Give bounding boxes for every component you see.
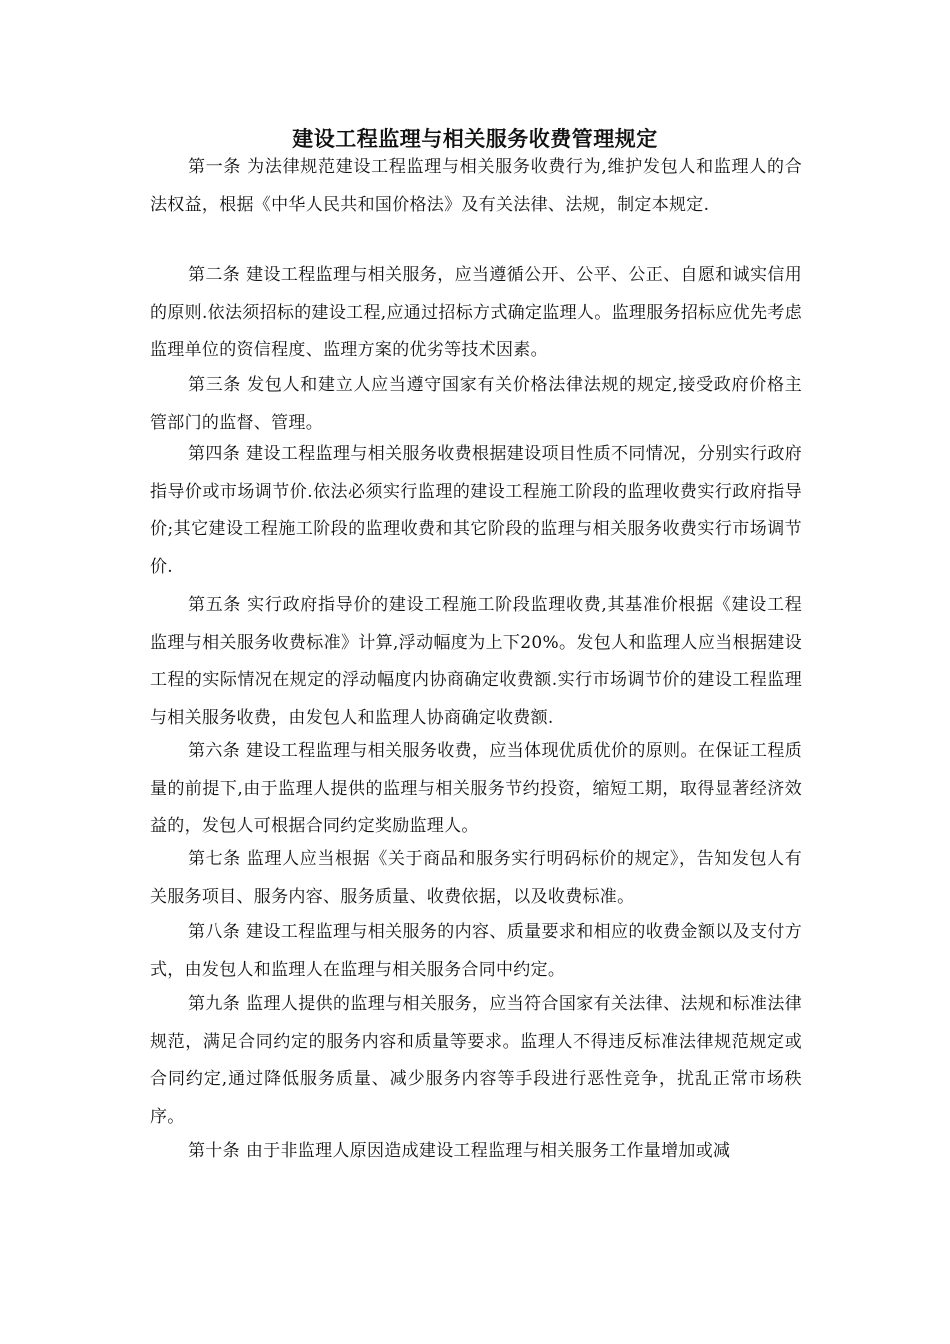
article-number: 第五条 — [188, 595, 242, 615]
article-number: 第二条 — [188, 265, 241, 285]
article-text: 建设工程监理与相关服务，应当遵循公开、公平、公正、自愿和诚实信用的原则.依法须招标的建设工程,应通过招标方式确定监理人。监理服务招标应优先考虑监理单位的资信程度、监理方案的优劣等技术因素。 — [150, 265, 802, 360]
article-number: 第八条 — [188, 922, 241, 942]
article-number: 第十条 — [188, 1141, 240, 1161]
article-9 — [150, 986, 802, 1136]
article-number: 第三条 — [188, 375, 242, 395]
article-1 — [150, 149, 802, 224]
article-3 — [150, 367, 802, 442]
article-text: 发包人和建立人应当遵守国家有关价格法律法规的规定,接受政府价格主管部门的监督、管理。 — [150, 375, 802, 433]
article-text: 建设工程监理与相关服务的内容、质量要求和相应的收费金额以及支付方式，由发包人和监理人在监理与相关服务合同中约定。 — [150, 922, 802, 980]
article-2 — [150, 257, 802, 370]
article-number: 第六条 — [188, 741, 241, 761]
article-10 — [150, 1133, 802, 1171]
article-text: 建设工程监理与相关服务收费根据建设项目性质不同情况，分别实行政府指导价或市场调节价.依法必须实行监理的建设工程施工阶段的监理收费实行政府指导价;其它建设工程施工阶段的监理收费和其它阶段的监理与相关服务收费实行市场调节价. — [150, 444, 802, 577]
article-6 — [150, 733, 802, 846]
article-number: 第四条 — [188, 444, 241, 464]
article-4 — [150, 436, 802, 586]
article-number: 第七条 — [188, 849, 241, 869]
article-text: 监理人应当根据《关于商品和服务实行明码标价的规定》，告知发包人有关服务项目、服务内容、服务质量、收费依据，以及收费标准。 — [150, 849, 802, 907]
article-text: 实行政府指导价的建设工程施工阶段监理收费,其基准价根据《建设工程监理与相关服务收费标准》计算,浮动幅度为上下20%。发包人和监理人应当根据建设工程的实际情况在规定的浮动幅度内协商确定收费额.实行市场调节价的建设工程监理与相关服务收费，由发包人和监理人协商确定收费额. — [150, 595, 802, 728]
article-text: 监理人提供的监理与相关服务，应当符合国家有关法律、法规和标准法律规范，满足合同约定的服务内容和质量等要求。监理人不得违反标准法律规范规定或合同约定,通过降低服务质量、减少服务内容等手段进行恶性竞争，扰乱正常市场秩序。 — [150, 994, 802, 1127]
article-text: 建设工程监理与相关服务收费，应当体现优质优价的原则。在保证工程质量的前提下,由于监理人提供的监理与相关服务节约投资，缩短工期，取得显著经济效益的，发包人可根据合同约定奖励监理人。 — [150, 741, 802, 836]
article-number: 第一条 — [188, 157, 242, 177]
document-title: 建设工程监理与相关服务收费管理规定 — [292, 126, 658, 151]
article-text: 由于非监理人原因造成建设工程监理与相关服务工作量增加或减 — [245, 1141, 731, 1161]
article-5 — [150, 587, 802, 737]
article-8 — [150, 914, 802, 989]
article-text: 为法律规范建设工程监理与相关服务收费行为,维护发包人和监理人的合法权益，根据《中华人民共和国价格法》及有关法律、法规，制定本规定. — [150, 157, 802, 215]
article-number: 第九条 — [188, 994, 241, 1014]
article-7 — [150, 841, 802, 916]
